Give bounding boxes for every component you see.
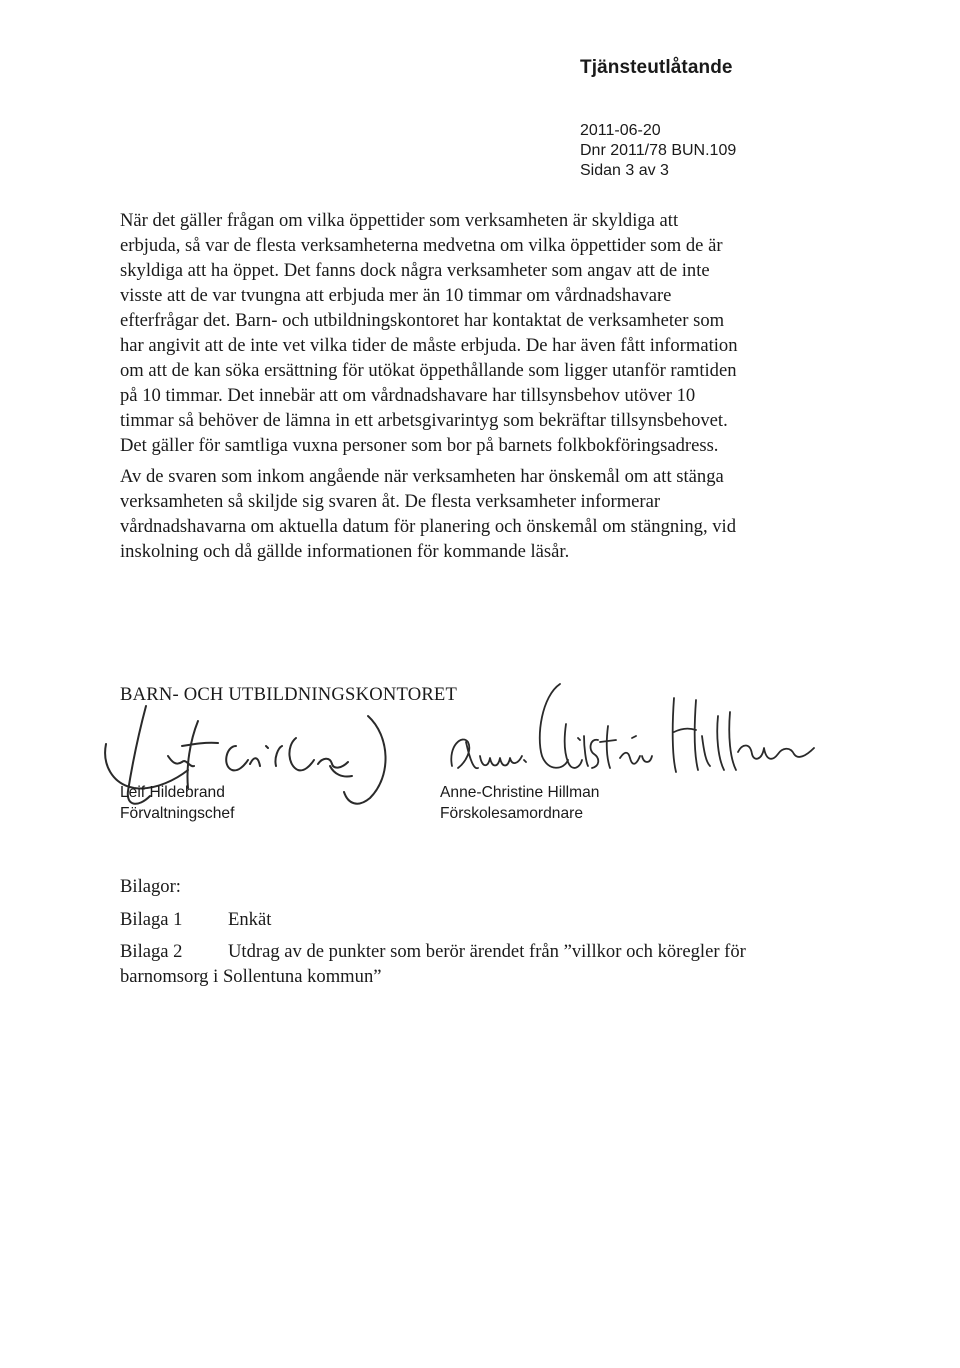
document-type-title: Tjänsteutlåtande (580, 57, 733, 78)
signer-name: Anne-Christine Hillman (440, 784, 600, 801)
body-paragraph: Av de svaren som inkom angående när verksamheten har önskemål om att stänga verksamheten så skiljde sig svaren åt. De flesta verksamheter informerar vårdnadshavarna om aktuella datum för planering och önskemål om stängning, vid inskolning och då gällde informationen för kommande läsår. (120, 466, 737, 562)
attachment-item (120, 939, 760, 989)
document-dnr: Dnr 2011/78 BUN.109 (580, 142, 737, 159)
attachment-text: Utdrag av de punkter som berör ärendet från ”villkor och köregler för barnomsorg i Sollentuna kommun” (120, 941, 746, 987)
signer-right (440, 782, 599, 824)
signature-anne-christine-hillman (438, 676, 828, 786)
document-meta (580, 121, 736, 181)
page-number: Sidan 3 av 3 (580, 162, 669, 179)
attachment-id: Bilaga 1 (120, 909, 183, 930)
attachment-text: Enkät (228, 909, 272, 930)
body-paragraph: När det gäller frågan om vilka öppettider som verksamheten är skyldiga att erbjuda, så var de flesta verksamheterna medvetna om vilka öppettider som de är skyldiga att ha öppet. Det fanns dock några verksamheter som angav att de inte visste att de var tvungna att erbjuda mer än 10 timmar om vårdnadshavare efterfrågar det. Barn- och utbildningskontoret har kontaktat de verksamheter som har angivit att de inte vet vilka tider de måste erbjuda. De har även fått information om att de kan söka ersättning för utökat öppethållande som ligger utanför ramtiden på 10 timmar. Det innebär att om vårdnadshavare har tillsynsbehov utöver 10 timmar så behöver de lämna in ett arbetsgivarintyg som bekräftar tillsynsbehovet. Det gäller för samtliga vuxna personer som bor på barnets folkbokföringsadress. (120, 210, 738, 456)
document-date: 2011-06-20 (580, 122, 661, 139)
signer-name: Leif Hildebrand (120, 784, 225, 801)
attachment-item (120, 907, 760, 932)
signer-title: Förskolesamordnare (440, 805, 584, 822)
signer-left (120, 782, 234, 824)
attachments-heading: Bilagor: (120, 876, 181, 897)
attachment-id: Bilaga 2 (120, 941, 183, 962)
signer-title: Förvaltningschef (120, 805, 235, 822)
office-name: BARN- OCH UTBILDNINGSKONTORET (120, 684, 458, 705)
